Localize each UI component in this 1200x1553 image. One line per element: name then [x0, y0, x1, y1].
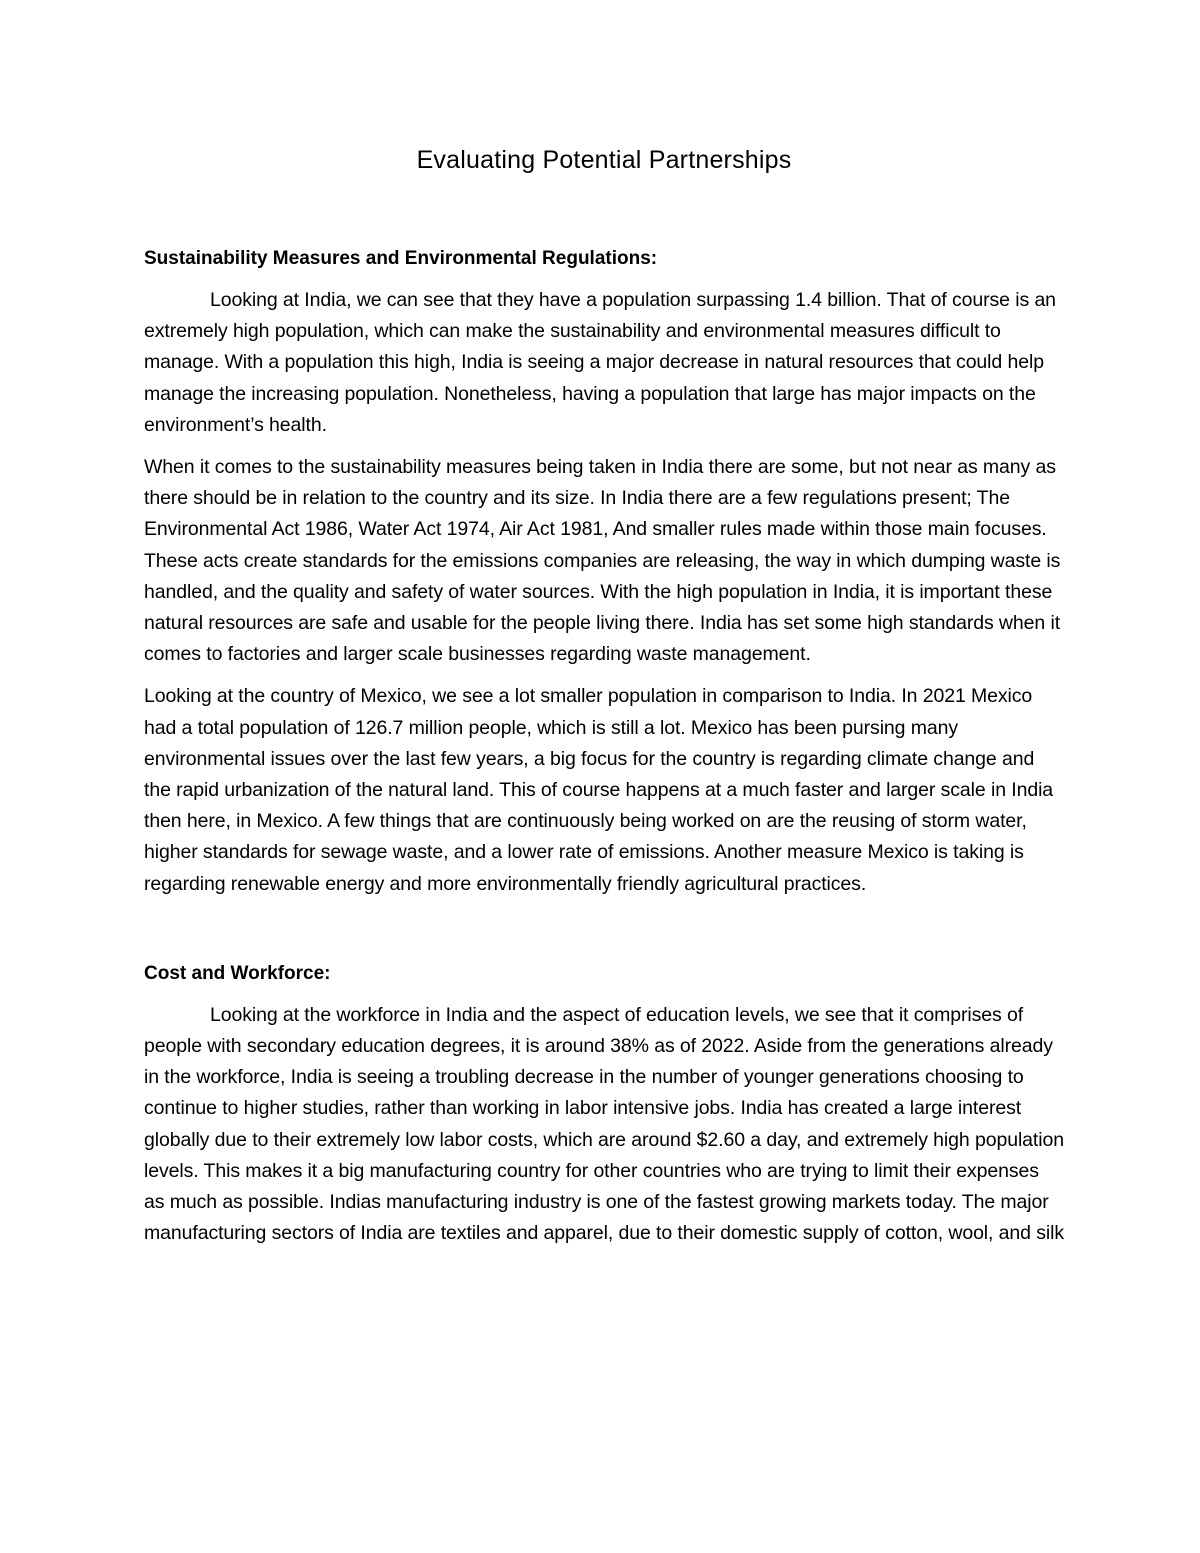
section-spacer	[144, 911, 1064, 959]
document-body	[144, 140, 1064, 1260]
section-heading-sustainability: Sustainability Measures and Environmental Regulations:	[144, 248, 658, 269]
paragraph-india-population: Looking at India, we can see that they have a population surpassing 1.4 billion. That of course is an extremely high population, which can make the sustainability and environmental measures difficult to manage. With a population this high, India is seeing a major decrease in natural resources that could help manage the increasing population. Nonetheless, having a population that large has major impacts on the environment’s health.	[144, 289, 1056, 436]
section-sustainability	[144, 244, 1064, 900]
section-cost-workforce	[144, 959, 1064, 1250]
paragraph-india-regulations: When it comes to the sustainability measures being taken in India there are some, but not near as many as there should be in relation to the country and its size. In India there are a few regulations present; The Environmental Act 1986, Water Act 1974, Air Act 1981, And smaller rules made within those main focuses. These acts create standards for the emissions companies are releasing, the way in which dumping waste is handled, and the quality and safety of water sources. With the high population in India, it is important these natural resources are safe and usable for the people living there. India has set some high standards when it comes to factories and larger scale businesses regarding waste management.	[144, 456, 1061, 666]
paragraph-mexico-environment: Looking at the country of Mexico, we see a lot smaller population in comparison to India. In 2021 Mexico had a total population of 126.7 million people, which is still a lot. Mexico has been pursing many environmental issues over the last few years, a big focus for the country is regarding climate change and the rapid urbanization of the natural land. This of course happens at a much faster and larger scale in India then here, in Mexico. A few things that are continuously being worked on are the reusing of storm water, higher standards for sewage waste, and a lower rate of emissions. Another measure Mexico is taking is regarding renewable energy and more environmentally friendly agricultural practices.	[144, 685, 1054, 895]
paragraph-india-workforce: Looking at the workforce in India and the aspect of education levels, we see that it comprises of people with secondary education degrees, it is around 38% as of 2022. Aside from the generations already in the workforce, India is seeing a troubling decrease in the number of younger generations choosing to continue to higher studies, rather than working in labor intensive jobs. India has created a large interest globally due to their extremely low labor costs, which are around $2.60 a day, and extremely high population levels. This makes it a big manufacturing country for other countries who are trying to limit their expenses as much as possible. Indias manufacturing industry is one of the fastest growing markets today. The major manufacturing sectors of India are textiles and apparel, due to their domestic supply of cotton, wool, and silk	[144, 1003, 1064, 1245]
document-title: Evaluating Potential Partnerships	[416, 146, 792, 174]
section-heading-cost-workforce: Cost and Workforce:	[144, 962, 331, 984]
